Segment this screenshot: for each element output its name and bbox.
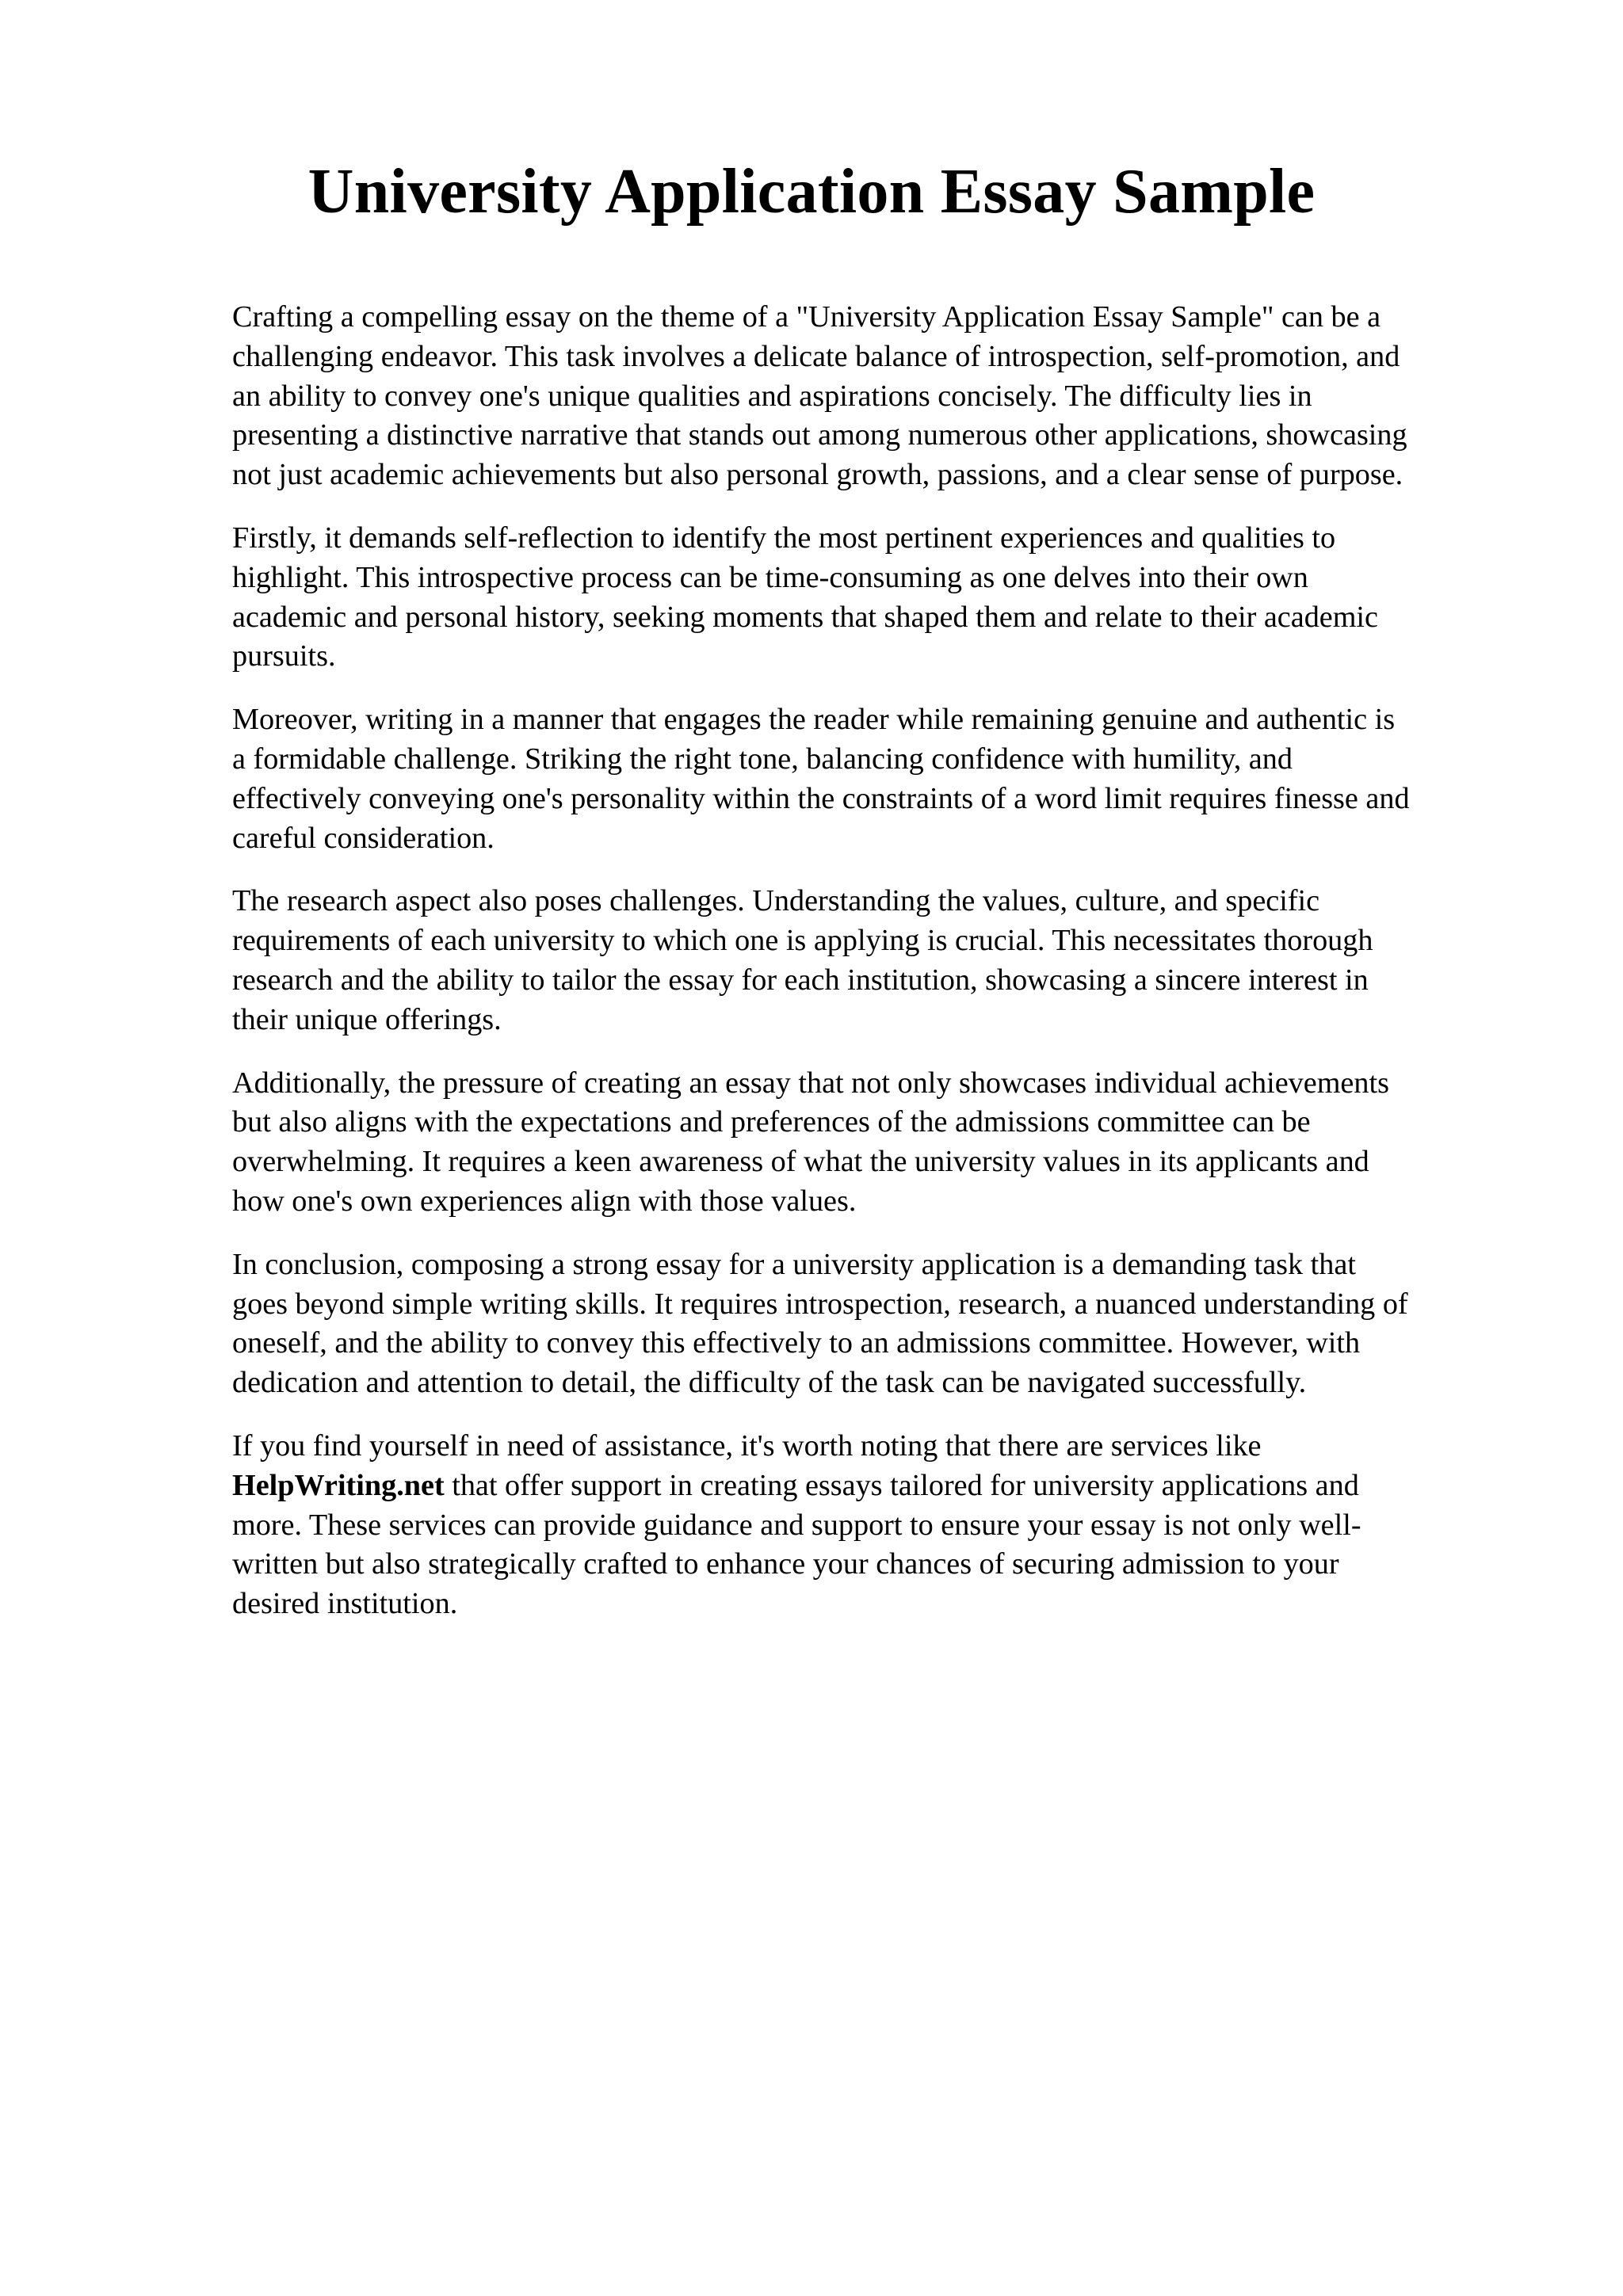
- paragraph-assistance: [232, 1427, 1524, 1624]
- text-line: effectively conveying one's personality within the constraints of a word limit requires finesse and: [232, 781, 1410, 815]
- text-line: dedication and attention to detail, the difficulty of the task can be navigated successfully.: [232, 1366, 1307, 1400]
- text-line: Crafting a compelling essay on the theme of a "University Application Essay Sample" can be a: [232, 300, 1381, 334]
- text-line: more. These services can provide guidance and support to ensure your essay is not only well-: [232, 1508, 1361, 1542]
- paragraph-pressure: [232, 1064, 1524, 1222]
- text-line: written but also strategically crafted to enhance your chances of securing admission to your: [232, 1547, 1339, 1581]
- text-line: but also aligns with the expectations and preferences of the admissions committee can be: [232, 1105, 1311, 1139]
- text-line: The research aspect also poses challenges. Understanding the values, culture, and specific: [232, 884, 1320, 918]
- text-line: research and the ability to tailor the essay for each institution, showcasing a sincere interest in: [232, 963, 1369, 997]
- text-line: challenging endeavor. This task involves a delicate balance of introspection, self-promotion, and: [232, 339, 1400, 373]
- document-body: [232, 298, 1524, 1648]
- paragraph-self-reflection: [232, 519, 1524, 677]
- text-line: highlight. This introspective process can be time-consuming as one delves into their own: [232, 560, 1308, 594]
- text-line: an ability to convey one's unique qualities and aspirations concisely. The difficulty lies in: [232, 379, 1312, 413]
- brand-name: HelpWriting.net: [232, 1468, 445, 1502]
- paragraph-writing-tone: [232, 700, 1524, 858]
- text-line: presenting a distinctive narrative that stands out among numerous other applications, showcasing: [232, 418, 1407, 452]
- text-line: Firstly, it demands self-reflection to identify the most pertinent experiences and qualities to: [232, 521, 1336, 555]
- text-line: not just academic achievements but also personal growth, passions, and a clear sense of purpose.: [232, 458, 1403, 492]
- text-line: goes beyond simple writing skills. It requires introspection, research, a nuanced understanding of: [232, 1287, 1408, 1321]
- text-line: If you find yourself in need of assistance, it's worth noting that there are services like: [232, 1428, 1262, 1463]
- paragraph-conclusion: [232, 1245, 1524, 1403]
- paragraph-research: [232, 882, 1524, 1039]
- text-line: their unique offerings.: [232, 1002, 502, 1036]
- text-line: In conclusion, composing a strong essay for a university application is a demanding task that: [232, 1247, 1356, 1281]
- text-line: pursuits.: [232, 639, 336, 673]
- text-line: how one's own experiences align with those values.: [232, 1184, 857, 1218]
- text-line: desired institution.: [232, 1587, 458, 1621]
- text-line: academic and personal history, seeking moments that shaped them and relate to their academic: [232, 600, 1378, 634]
- text-line: requirements of each university to which one is applying is crucial. This necessitates thorough: [232, 924, 1373, 958]
- text-line: oneself, and the ability to convey this effectively to an admissions committee. However, with: [232, 1326, 1361, 1360]
- paragraph-intro: [232, 298, 1524, 495]
- text-line: a formidable challenge. Striking the right tone, balancing confidence with humility, and: [232, 742, 1293, 776]
- document-title: University Application Essay Sample: [307, 157, 1316, 227]
- text-line: overwhelming. It requires a keen awareness of what the university values in its applicants and: [232, 1145, 1369, 1179]
- text-line: careful consideration.: [232, 821, 495, 855]
- text-line: Moreover, writing in a manner that engages the reader while remaining genuine and authentic is: [232, 703, 1396, 737]
- text-line: [232, 1466, 1524, 1506]
- brand-line-continuation: that offer support in creating essays tailored for university applications and: [444, 1468, 1359, 1502]
- text-line: Additionally, the pressure of creating an essay that not only showcases individual achievements: [232, 1066, 1389, 1100]
